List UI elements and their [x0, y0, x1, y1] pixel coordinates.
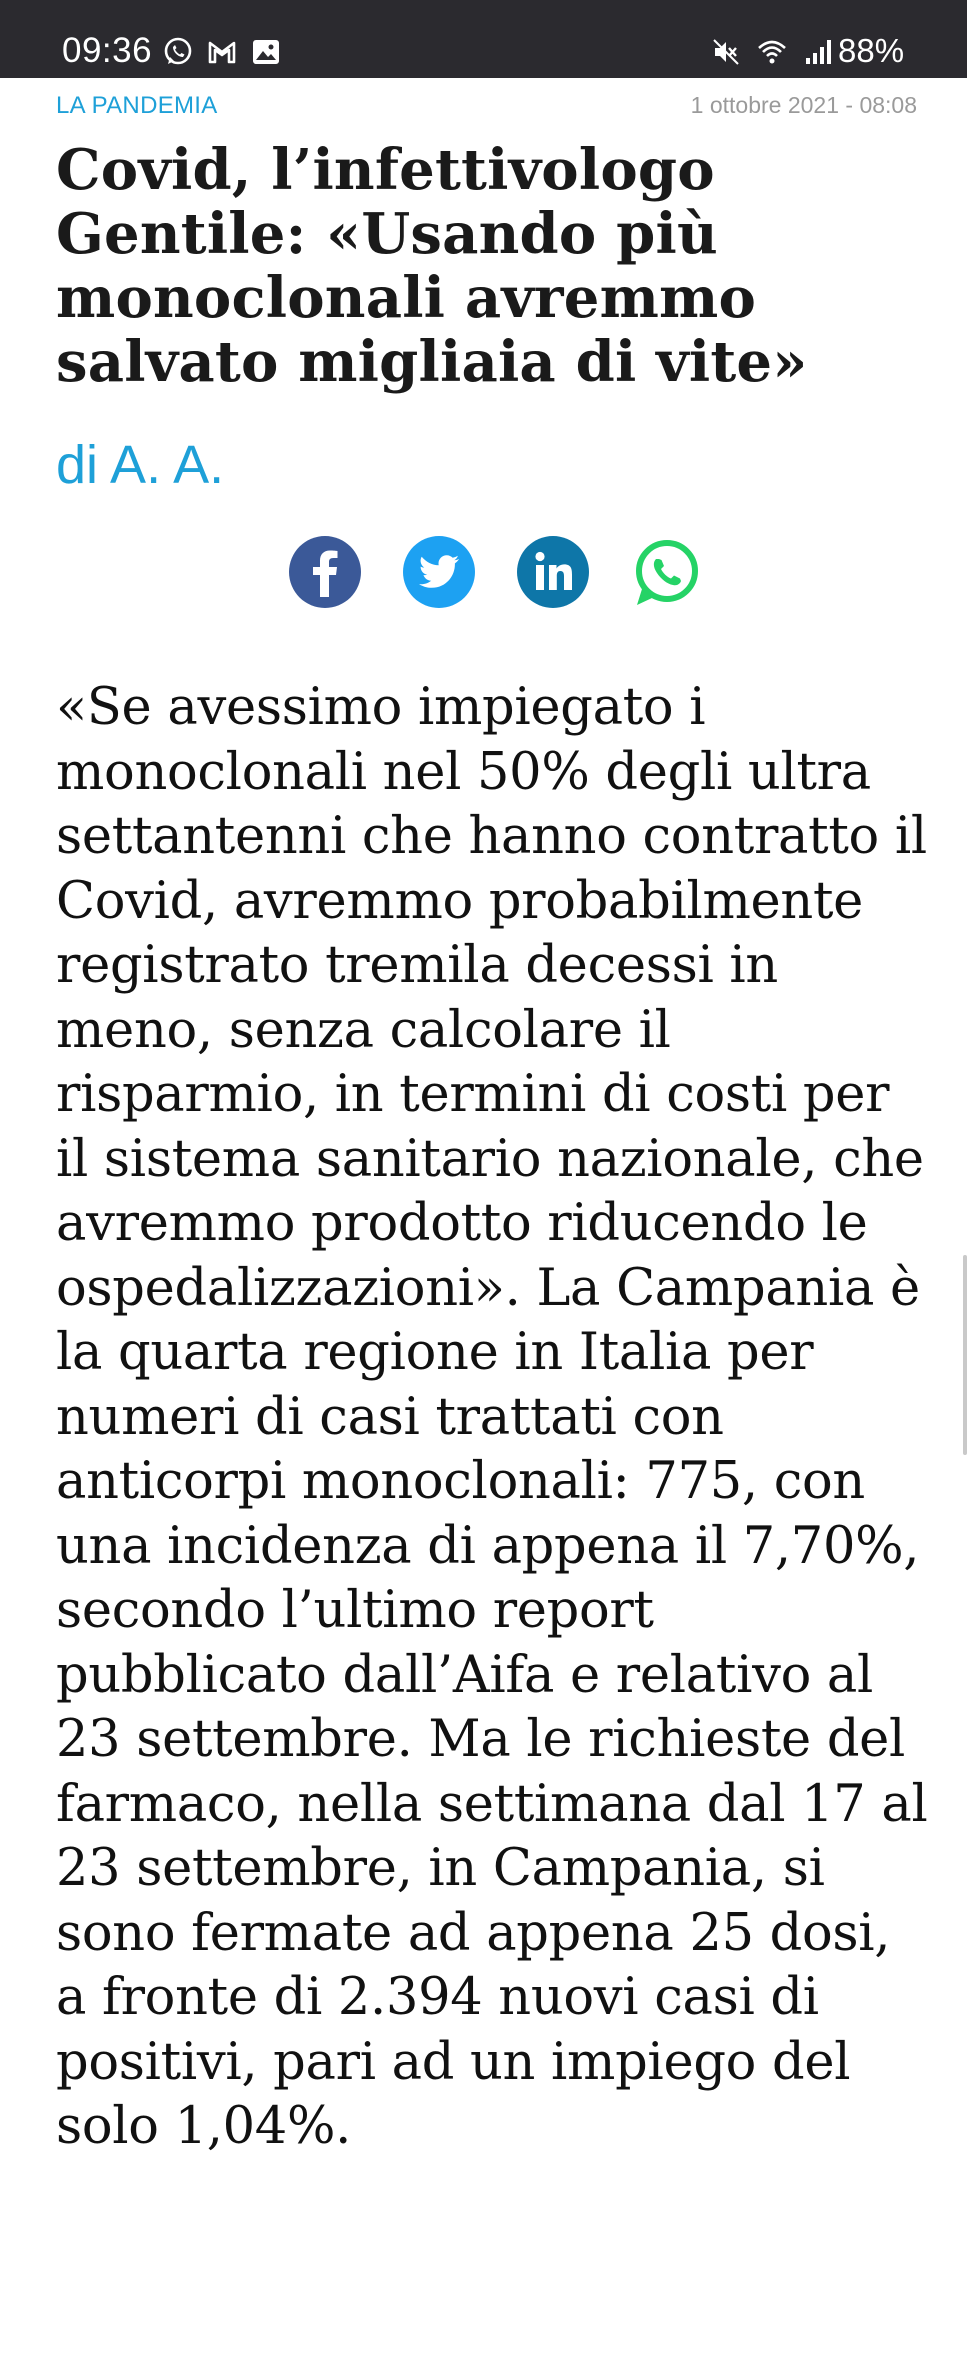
wifi-icon: [756, 36, 788, 68]
gmail-icon: [206, 36, 238, 68]
twitter-icon[interactable]: [402, 535, 476, 609]
scroll-indicator[interactable]: [963, 1255, 967, 1455]
gallery-icon: [250, 36, 282, 68]
article-body: «Se avessimo impiegato i monoclonali nel 50% degli ultra settantenni che hanno contratto il Covid, avremmo probabilmente registrato tremila decessi in meno, senza calcolare il risparmio, in termini di costi per il sistema sanitario nazionale, che avremmo prodotto riducendo le ospedalizzazioni». La Campania è la quarta regione in Italia per numeri di casi trattati con anticorpi monoclonali: 775, con una incidenza di appena il 7,70%, secondo l’ultimo report pubblicato dall’Aifa e relativo al 23 settembre. Ma le richieste del farmaco, nella settimana dal 17 al 23 settembre, in Campania, si sono fermate ad appena 25 dosi, a fronte di 2.394 nuovi casi di positivi, pari ad un impiego del solo 1,04%.: [56, 678, 928, 2156]
linkedin-icon[interactable]: [516, 535, 590, 609]
status-bar: [0, 0, 967, 78]
whatsapp-icon: [162, 36, 194, 68]
facebook-icon[interactable]: [288, 535, 362, 609]
category-link[interactable]: LA PANDEMIA: [56, 92, 218, 119]
mute-icon: [710, 36, 742, 68]
system-icons: [710, 36, 834, 68]
article-timestamp: 1 ottobre 2021 - 08:08: [690, 92, 917, 118]
status-time: 09:36: [62, 31, 153, 70]
whatsapp-share-icon[interactable]: [630, 535, 704, 609]
article-author[interactable]: di A. A.: [56, 435, 225, 495]
share-buttons: [288, 535, 704, 609]
signal-icon: [802, 36, 834, 68]
notification-icons: [162, 36, 282, 68]
battery-level: 88%: [838, 32, 905, 69]
article-headline: Covid, l’infettivologo Gentile: «Usando più monoclonali avremmo salvato migliaia di vite»: [56, 137, 808, 395]
